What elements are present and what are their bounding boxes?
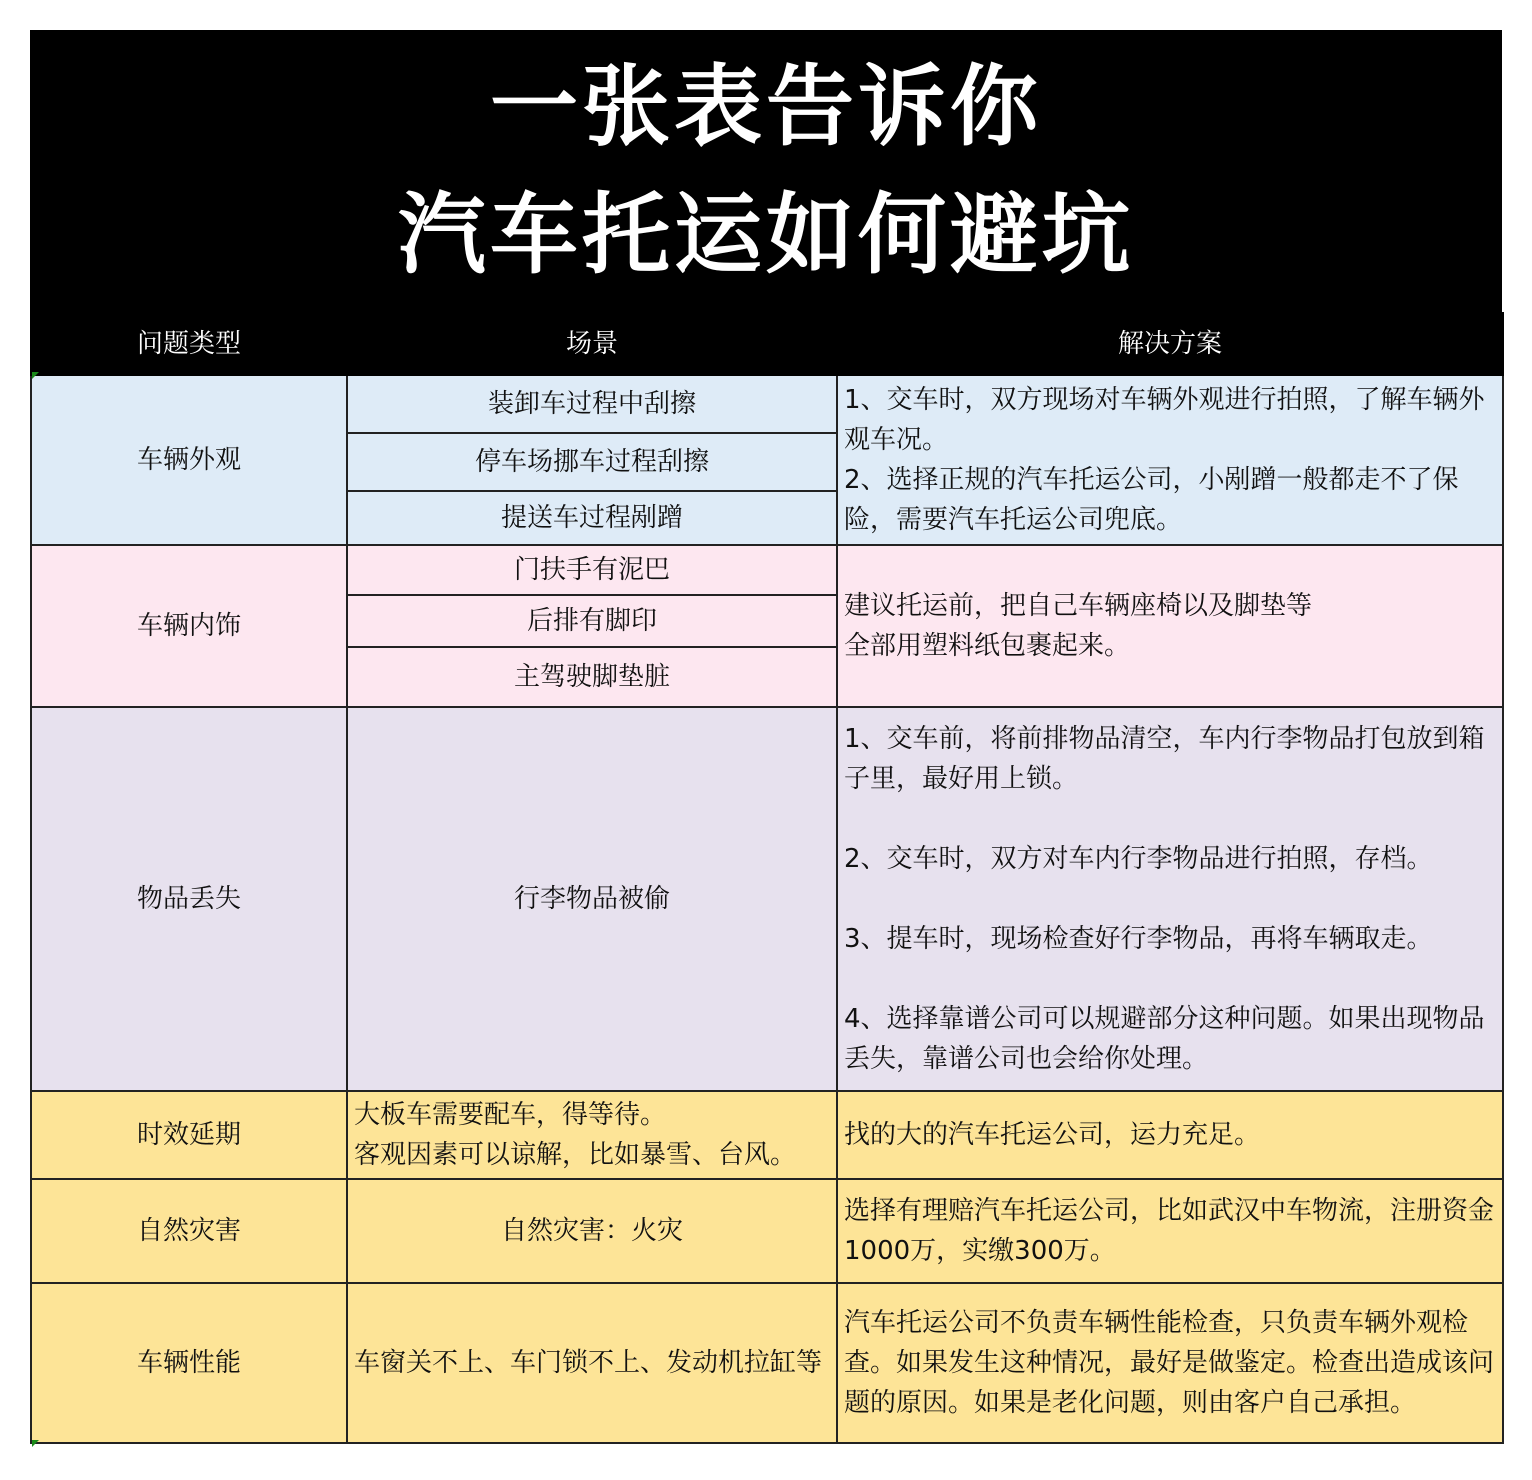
type-cell: 车辆性能 [31,1283,347,1443]
cell-corner-marker [32,372,39,379]
table-row [31,1283,1503,1443]
solution-cell [837,1091,1503,1179]
type-cell: 时效延期 [31,1091,347,1179]
title-line-1: 一张表告诉你 [489,55,1042,158]
solution-cell [837,545,1503,707]
solution-text: 1、交车前，将前排物品清空，车内行李物品打包放到箱子里，最好用上锁。 2、交车时，双方对车内行李物品进行拍照，存档。 3、提车时，现场检查好行李物品，再将车辆取走。 4、选择靠谱公司可以规避部分这种问题。如果出现物品丢失，靠谱公司也会给你处理。 [844,724,1485,1074]
title-banner [30,30,1502,312]
table-row [31,707,1503,1091]
scene-cell: 行李物品被偷 [347,707,837,1091]
scene-cell [347,1283,837,1443]
table-row [31,375,1503,433]
avoid-pitfalls-table [30,312,1504,1444]
solution-text: 找的大的汽车托运公司，运力充足。 [844,1120,1261,1150]
scene-text: 大板车需要配车，得等待。 客观因素可以谅解，比如暴雪、台风。 [354,1100,797,1170]
table-row [31,1179,1503,1283]
type-cell: 自然灾害 [31,1179,347,1283]
cell-corner-marker [32,1440,39,1447]
scene-cell: 主驾驶脚垫脏 [347,647,837,707]
solution-text: 建议托运前，把自己车辆座椅以及脚垫等 全部用塑料纸包裹起来。 [844,591,1313,661]
scene-cell: 门扶手有泥巴 [347,545,837,595]
scene-cell: 后排有脚印 [347,595,837,647]
scene-text: 车窗关不上、车门锁不上、发动机拉缸等 [354,1348,823,1378]
scene-cell: 提送车过程剐蹭 [347,491,837,545]
type-cell: 车辆外观 [31,375,347,545]
solution-text: 选择有理赔汽车托运公司，比如武汉中车物流，注册资金1000万，实缴300万。 [844,1196,1495,1266]
type-cell: 物品丢失 [31,707,347,1091]
title-line-2: 汽车托运如何避坑 [397,183,1134,286]
solution-cell [837,375,1503,545]
scene-cell: 装卸车过程中刮擦 [347,375,837,433]
scene-cell: 停车场挪车过程刮擦 [347,433,837,491]
solution-cell [837,1283,1503,1443]
solution-text: 1、交车时，双方现场对车辆外观进行拍照，了解车辆外观车况。 2、选择正规的汽车托运公司，小剐蹭一般都走不了保险，需要汽车托运公司兜底。 [844,385,1485,535]
solution-cell [837,1179,1503,1283]
header-row [31,313,1503,375]
type-cell: 车辆内饰 [31,545,347,707]
header-scene: 场景 [347,313,837,375]
header-type: 问题类型 [31,313,347,375]
header-solution: 解决方案 [837,313,1503,375]
scene-cell [347,1091,837,1179]
scene-cell: 自然灾害：火灾 [347,1179,837,1283]
solution-cell [837,707,1503,1091]
solution-text: 汽车托运公司不负责车辆性能检查，只负责车辆外观检查。如果发生这种情况，最好是做鉴定。检查出造成该问题的原因。如果是老化问题，则由客户自己承担。 [844,1308,1495,1418]
table-row [31,1091,1503,1179]
guide-sheet [30,30,1502,1444]
table-row [31,545,1503,595]
